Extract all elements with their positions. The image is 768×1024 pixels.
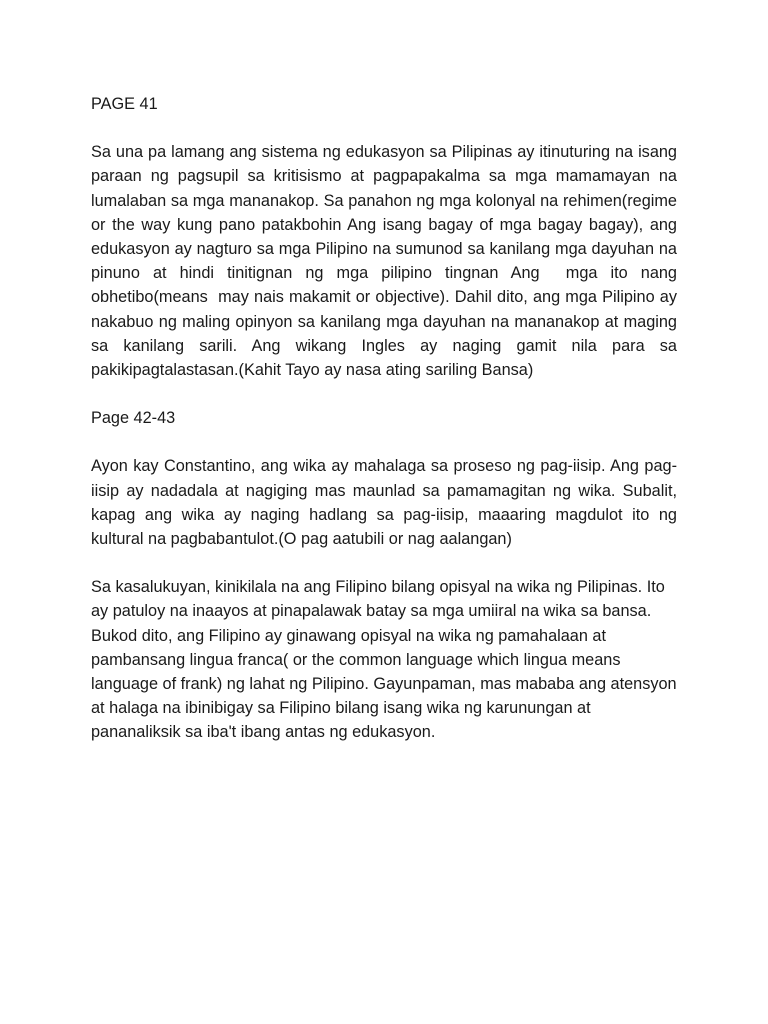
paragraph-filipino-official: Sa kasalukuyan, kinikilala na ang Filipino bilang opisyal na wika ng Pilipinas. Ito ay patuloy na inaayos at pinapalawak batay sa mga umiiral na wika sa bansa. Bukod dito, ang Filipino ay ginawang opisyal na wika ng pamahalaan at pambansang lingua franca( or the common language which lingua means language of frank) ng lahat ng Pilipino. Gayunpaman, mas mababa ang atensyon at halaga na ibinibigay sa Filipino bilang isang wika ng karunungan at pananaliksik sa iba't ibang antas ng edukasyon. (91, 578, 682, 742)
document-body (91, 92, 682, 769)
page-heading-42-43: Page 42-43 (91, 409, 176, 428)
page-heading-41: PAGE 41 (91, 95, 158, 113)
paragraph-page-41: Sa una pa lamang ang sistema ng edukasyon sa Pilipinas ay itinuturing na isang paraan ng pagsupil sa kritisismo at pagpapakalma sa mga mamamayan na lumalaban sa mga mananakop. Sa panahon ng mga kolonyal na rehimen(regime or the way kung pano patakbohin Ang isang bagay of mga bagay bagay), ang edukasyon ay nagturo sa mga Pilipino na sumunod sa kanilang mga dayuhan na pinuno at hindi tinitignan ng mga pilipino tingnan Ang mga ito nang obhetibo(means may nais makamit or objective). Dahil dito, ang mga Pilipino ay nakabuo ng maling opinyon sa kanilang mga dayuhan na mananakop at maging sa kanilang sarili. Ang wikang Ingles ay naging gamit nila para sa pakikipagtalastasan.(Kahit Tayo ay nasa ating sariling Bansa) (91, 143, 682, 380)
paragraph-constantino: Ayon kay Constantino, ang wika ay mahalaga sa proseso ng pag-iisip. Ang pag-iisip ay nadadala at nagiging mas maunlad sa pamamagitan ng wika. Subalit, kapag ang wika ay naging hadlang sa pag-iisip, maaaring magdulot ito ng kultural na pagbabantulot.(O pag aatubili or nag aalangan) (91, 457, 682, 549)
